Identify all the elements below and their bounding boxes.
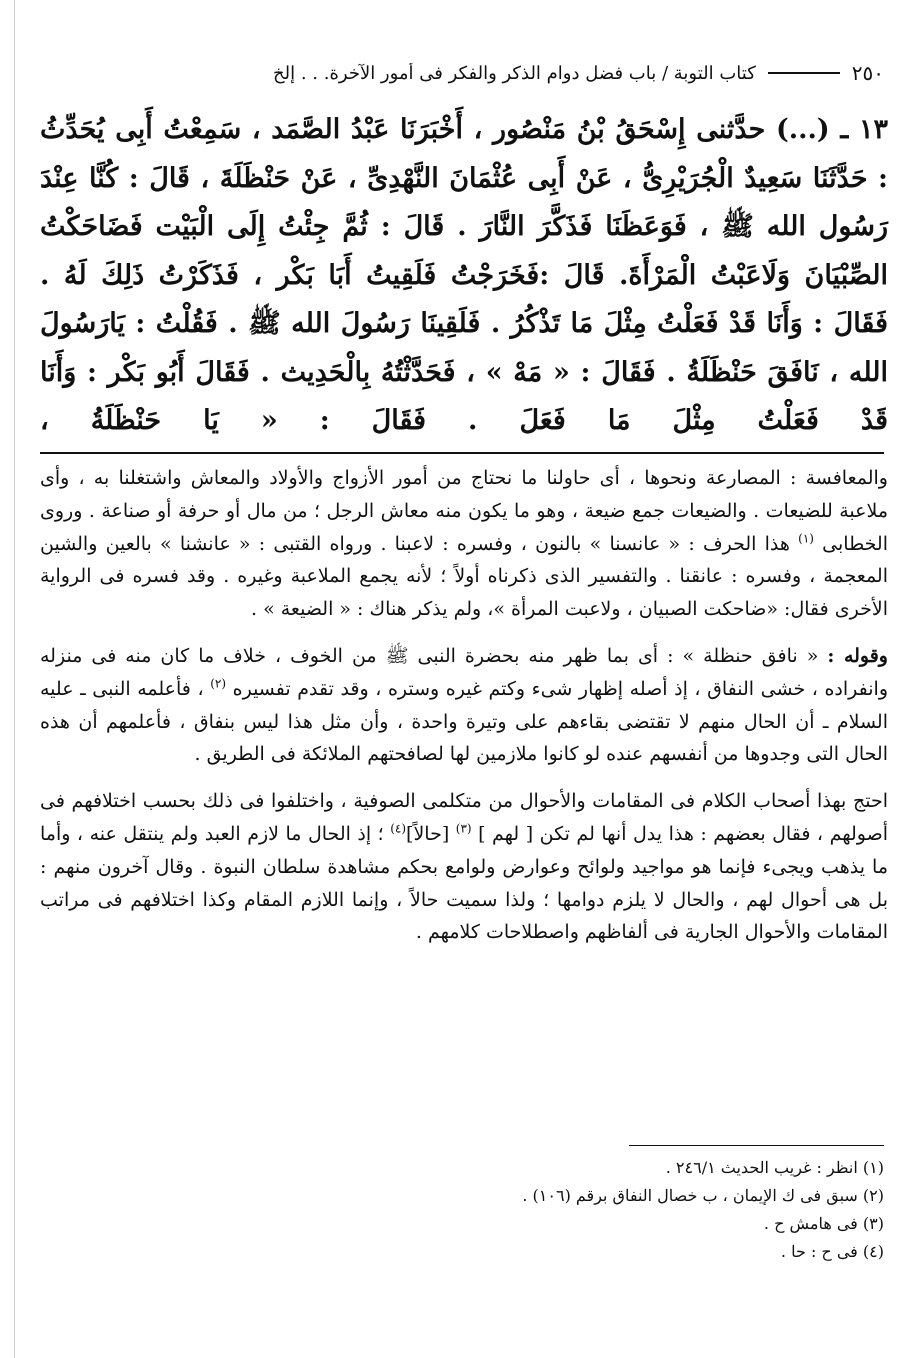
running-title: كتاب التوبة / باب فضل دوام الذكر والفكر فى أمور الآخرة. . . إلخ xyxy=(273,62,756,84)
text-commentary-divider xyxy=(40,452,884,454)
page-edge-line xyxy=(14,0,15,1358)
commentary-p1-text: والمعافسة : المصارعة ونحوها ، أى حاولنا ما نحتاج من أمور الأزواج والأولاد والمعاش واشتغلنا به ، وأى ملاعبة للضيعات . والضيعات جمع ضيعة ، وهو ما يكون منه معاش الرجل ؛ من مال أو حرفة أو صناعة . وروى الخطابى xyxy=(40,467,889,555)
commentary-p2-lead: وقوله : xyxy=(827,644,888,667)
footnote-ref-3: (٣) xyxy=(455,821,472,836)
commentary-p2-text: « نافق حنظلة » : أى بما ظهر منه بحضرة النبى ﷺ من الخوف ، خلاف ما كان منه فى منزله وانفراده ، خشى النفاق ، إذ أصله إظهار شىء وكتم غيره وستره ، وقد تقدم تفسيره xyxy=(40,644,889,700)
footnote-ref-4: (٤) xyxy=(390,821,407,836)
footnote-ref-1: (١) xyxy=(798,531,814,546)
commentary-paragraph-2 xyxy=(40,640,888,771)
commentary-p3-text-c: ؛ إذ الحال ما لازم العبد ولم ينتقل عنه ، وأما ما يذهب ويجىء فإنما هو مواجيد ولوائح وعوارض ولوامع بحكم مشاهدة سلطان النبوة . وقال آخرون منهم : بل هى أحوال لهم ، والحال لا يلزم دوامها ؛ ولذا سميت حالاً ، وإنما اللازم المقام وكذا اختلافهم فى مراتب المقامات والأحوال الجارية فى ألفاظهم واصطلاحات كلامهم . xyxy=(40,822,888,944)
commentary-paragraph-1 xyxy=(40,462,888,626)
commentary-p3-text: احتج بهذا أصحاب الكلام فى المقامات والأحوال من متكلمى الصوفية ، واختلفوا فى ذلك بحسب اختلافهم فى أصولهم ، فقال بعضهم : هذا يدل أنها لم تكن [ لهم ] xyxy=(40,790,888,845)
running-header xyxy=(40,58,884,88)
hadith-text: ١٣ ـ (...) حدَّثنى إِسْحَقُ بْنُ مَنْصُور ، أَخْبَرَنَا عَبْدُ الصَّمَد ، سَمِعْتُ أَبِى يُحَدِّثُ : حَدَّثَنَا سَعِيدٌ الْجُرَيْرِىُّ ، عَنْ أَبِى عُثْمَانَ النَّهْدِىِّ ، عَنْ حَنْظَلَةَ ، قَالَ : كُنَّا عِنْدَ رَسُول الله ﷺ ، فَوَعَظَنَا فَذَكَّرَ النَّارَ . قَالَ : ثُمَّ جِئْتُ إِلَى الْبَيْت فَضَاحَكْتُ الصِّبْيَانَ وَلَاعَبْتُ الْمَرْأَةَ. قَالَ :فَخَرَجْتُ فَلَقِيتُ أَبَا بَكْر ، فَذَكَرْتُ ذَلِكَ لَهُ . فَقَالَ : وَأَنَا قَدْ فَعَلْتُ مِثْلَ مَا تَذْكُرُ . فَلَقِينَا رَسُولَ الله ﷺ . فَقُلْتُ : يَارَسُولَ الله ، نَافَقَ حَنْظَلَةُ . فَقَالَ : « مَهْ » ، فَحَدَّثْتُهُ بِالْحَدِيث . فَقَالَ أَبُو بَكْر : وَأَنَا قَدْ فَعَلْتُ مِثْلَ مَا فَعَلَ . فَقَالَ : « يَا حَنْظَلَةُ ، xyxy=(40,114,888,436)
footnote-divider xyxy=(629,1145,884,1146)
footnote-ref-2: (٢) xyxy=(210,676,227,691)
commentary-p1-text-b: هذا الحرف : « عانسنا » بالنون ، وفسره : لاعبنا . ورواه القتبى : « عانشنا » بالعين والشين المعجمة ، وفسره : عانقنا . والتفسير الذى ذكرناه أولاً ؛ لأنه يجمع الملاعبة وغيره . وقد فسره فى الرواية الأخرى فقال: «ضاحكت الصبيان ، ولاعبت المرأة »، ولم يذكر هناك : « الضيعة » . xyxy=(40,532,888,621)
commentary-paragraph-3 xyxy=(40,785,888,949)
footnote-1: (١) انظر : غريب الحديث ٢٤٦/١ . xyxy=(665,1158,884,1177)
header-rule xyxy=(768,72,840,74)
footnote-4: (٤) فى ح : حا . xyxy=(780,1242,884,1261)
footnotes xyxy=(40,1154,884,1266)
footnote-2: (٢) سبق فى ك الإيمان ، ب خصال النفاق برقم (١٠٦) . xyxy=(522,1186,884,1205)
hadith-text-block xyxy=(40,106,888,446)
commentary-p3-text-b: [حالاً] xyxy=(406,822,450,845)
page-number: ٢٥٠ xyxy=(851,61,884,85)
commentary-p2-text-b: ، فأعلمه النبى ـ عليه السلام ـ أن الحال منهم لا تقتضى بقاءهم على وتيرة واحدة ، وأن مثل هذا ليس بنفاق ، فأعلمهم أن هذه الحال التى وجدوها من أنفسهم عنده لو كانوا ملازمين لها لصافحتهم الملائكة فى الطريق . xyxy=(40,677,888,766)
footnote-3: (٣) فى هامش ح . xyxy=(763,1214,884,1233)
commentary-block xyxy=(40,462,888,963)
